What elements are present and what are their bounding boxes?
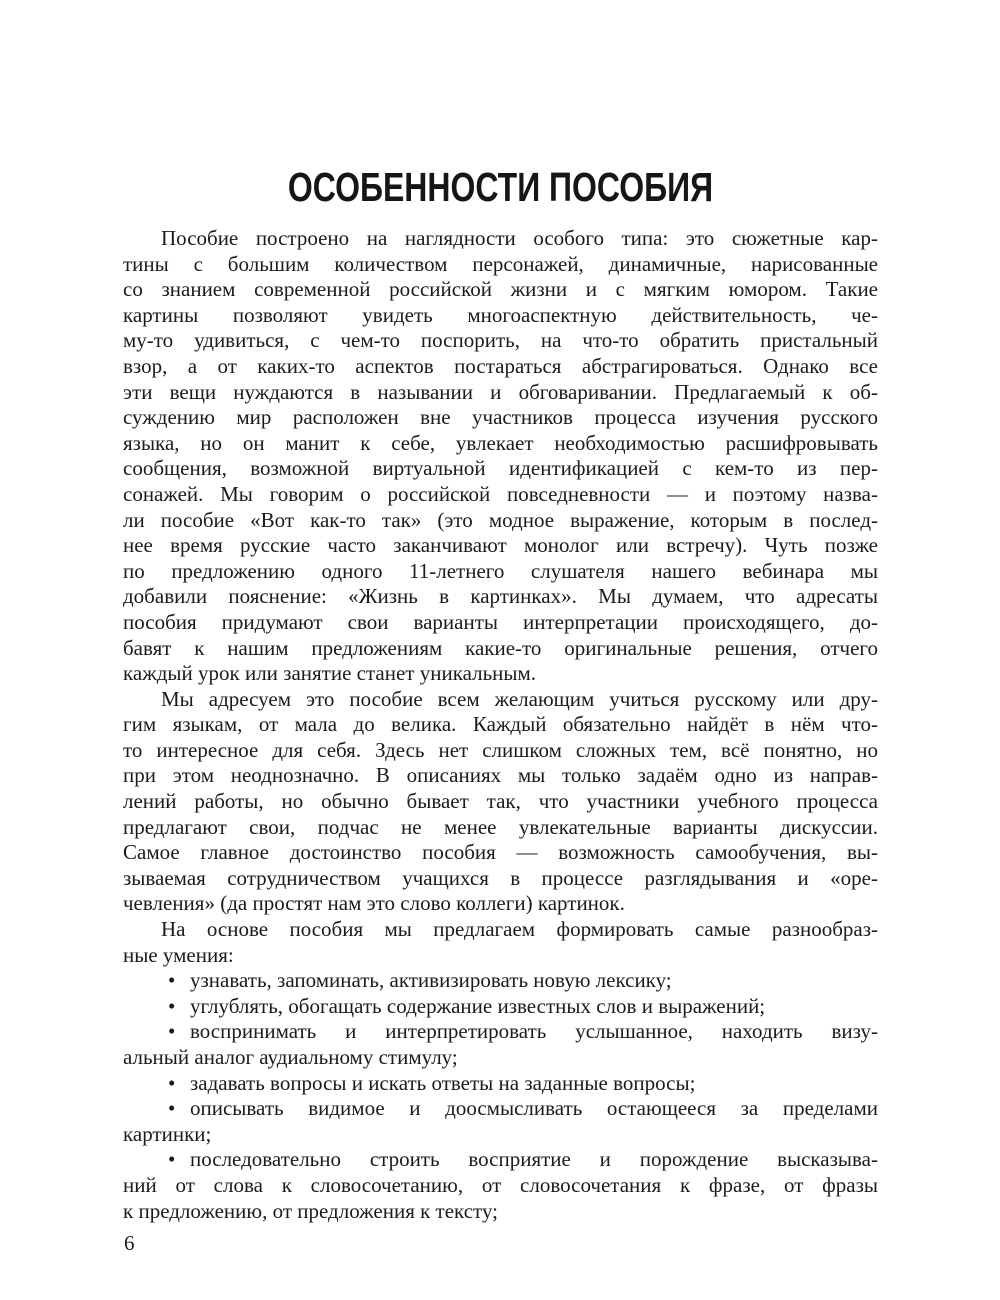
text-line: сообщения, возможной виртуальной идентификацией с кем-то из пер-: [123, 456, 878, 481]
text-line: ний от слова к словосочетанию, от словосочетания к фразе, от фразы: [123, 1172, 878, 1197]
text-line: Самое главное достоинство пособия — возможность самообучения, вы-: [123, 840, 878, 865]
bullet-text: воспринимать и интерпретировать услышанное, находить визу-: [190, 1019, 878, 1044]
text-line: к предложению, от предложения к тексту;: [123, 1198, 499, 1223]
text-line: му-то удивиться, с чем-то поспорить, на что-то обратить пристальный: [123, 328, 878, 353]
text-line: ные умения:: [123, 942, 234, 967]
bullet-text: углублять, обогащать содержание известных слов и выражений;: [190, 993, 766, 1018]
text-line: при этом неоднозначно. В описаниях мы только задаём одно из направ-: [123, 763, 878, 788]
bullet-text: описывать видимое и доосмысливать остающееся за пределами: [190, 1096, 878, 1121]
text-line: гим языкам, от мала до велика. Каждый обязательно найдёт в нём что-: [123, 712, 878, 737]
bullet-icon: •: [168, 968, 176, 993]
text-line: альный аналог аудиальному стимулу;: [123, 1045, 458, 1069]
text-line: бавят к нашим предложениям какие-то оригинальные решения, отчего: [123, 635, 878, 660]
text-line: чевления» (да простят нам это слово коллеги) картинок.: [123, 891, 625, 916]
text-line: то интересное для себя. Здесь нет слишком сложных тем, всё понятно, но: [123, 737, 878, 762]
text-line: предлагают свои, подчас не менее увлекательные варианты дискуссии.: [123, 814, 878, 839]
text-line: картины позволяют увидеть многоаспектную действительность, че-: [123, 302, 878, 327]
text-line: На основе пособия мы предлагаем формировать самые разнообраз-: [161, 917, 878, 942]
text-line: [123, 1147, 878, 1173]
text-line: языка, но он манит к себе, увлекает необходимостью расшифровывать: [123, 430, 878, 455]
text-line: [123, 1096, 878, 1122]
text-line: [123, 1019, 878, 1045]
text-line: Пособие построено на наглядности особого типа: это сюжетные кар-: [161, 226, 878, 250]
text-line: эти вещи нуждаются в назывании и обговаривании. Предлагаемый к об-: [123, 379, 878, 404]
text-line: каждый урок или занятие станет уникальным.: [123, 661, 537, 686]
page-title: ОСОБЕННОСТИ ПОСОБИЯ: [287, 164, 714, 210]
bullet-icon: •: [168, 1019, 176, 1044]
text-line: сонажей. Мы говорим о российской повседневности — и поэтому назва-: [123, 481, 878, 506]
text-line: по предложению одного 11-летнего слушателя нашего вебинара мы: [123, 558, 878, 583]
text-line: [123, 994, 878, 1020]
text-line: со знанием современной российской жизни и с мягким юмором. Такие: [123, 277, 878, 302]
text-line: лений работы, но обычно бывает так, что участники учебного процесса: [123, 789, 878, 814]
body-text: [123, 226, 878, 1224]
text-line: Мы адресуем это пособие всем желающим учиться русскому или дру-: [161, 686, 878, 711]
bullet-text: задавать вопросы и искать ответы на заданные вопросы;: [190, 1070, 696, 1095]
text-line: [123, 968, 878, 994]
text-line: нее время русские часто заканчивают монолог или встречу). Чуть позже: [123, 533, 878, 558]
page-number: 6: [124, 1231, 135, 1255]
text-line: взор, а от каких-то аспектов постараться абстрагироваться. Однако все: [123, 353, 878, 378]
text-line: зываемая сотрудничеством учащихся в процессе разглядывания и «оре-: [123, 865, 878, 890]
bullet-icon: •: [168, 1147, 176, 1172]
text-line: [123, 1071, 878, 1097]
text-line: суждению мир расположен вне участников процесса изучения русского: [123, 405, 878, 430]
text-line: картинки;: [123, 1121, 212, 1146]
text-line: тины с большим количеством персонажей, динамичные, нарисованные: [123, 251, 878, 276]
bullet-icon: •: [168, 1096, 176, 1121]
text-line: ли пособие «Вот как-то так» (это модное выражение, которым в послед-: [123, 507, 878, 532]
bullet-icon: •: [168, 1070, 176, 1095]
text-line: пособия придумают свои варианты интерпретации происходящего, до-: [123, 609, 878, 634]
bullet-text: последовательно строить восприятие и порождение высказыва-: [190, 1147, 878, 1172]
text-line: добавили пояснение: «Жизнь в картинках». Мы думаем, что адресаты: [123, 584, 878, 609]
bullet-text: узнавать, запоминать, активизировать новую лексику;: [190, 968, 672, 993]
bullet-icon: •: [168, 993, 176, 1018]
